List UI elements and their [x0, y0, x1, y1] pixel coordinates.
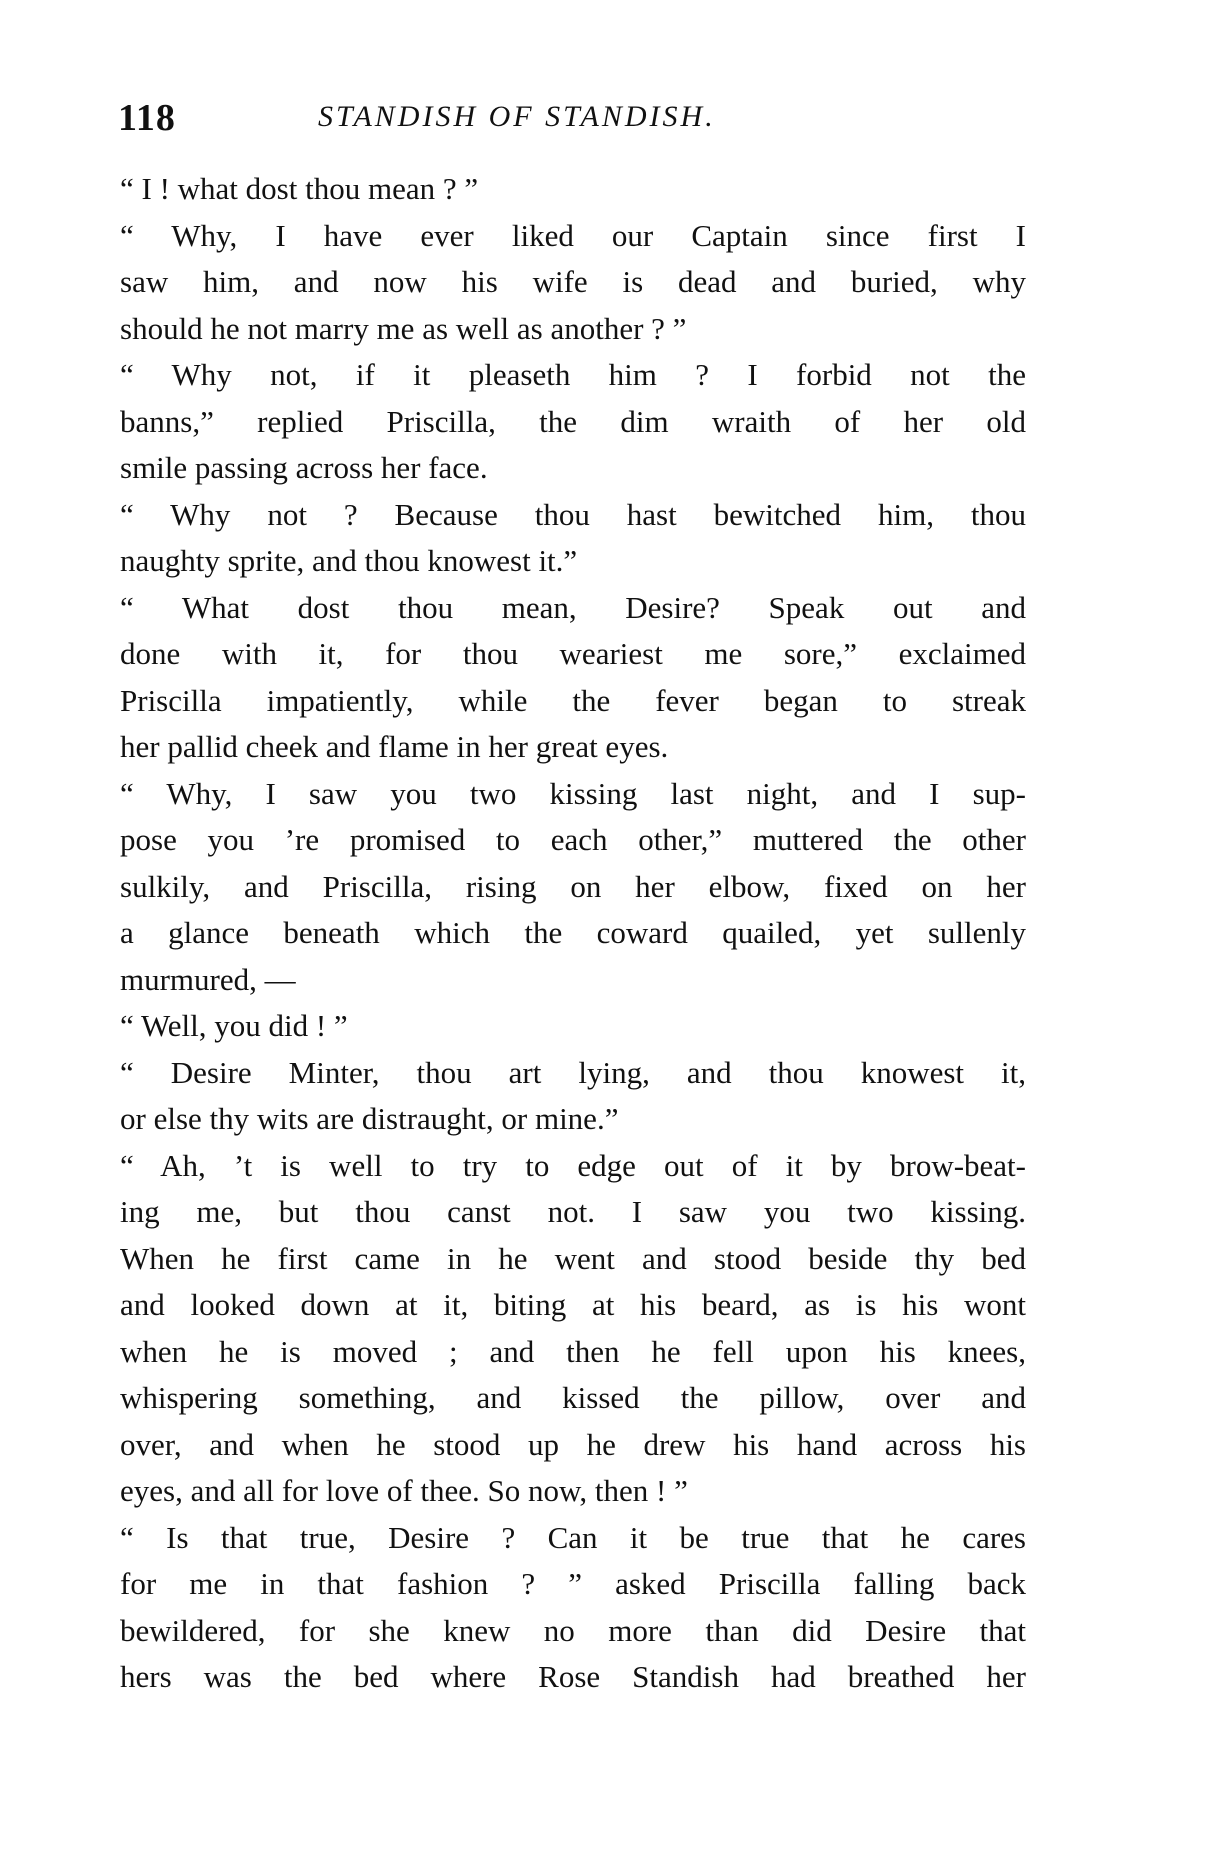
- text-line: “ Ah, ’t is well to try to edge out of it by brow-beat-: [120, 1147, 1026, 1183]
- text-line: “ What dost thou mean, Desire? Speak out and: [120, 589, 1026, 625]
- text-line: smile passing across her face.: [120, 450, 488, 485]
- text-line: over, and when he stood up he drew his hand across his: [120, 1426, 1026, 1462]
- text-line: Priscilla impatiently, while the fever began to streak: [120, 682, 1026, 718]
- text-line: “ Why, I saw you two kissing last night, and I sup-: [120, 775, 1026, 811]
- running-head: STANDISH OF STANDISH.: [318, 100, 716, 133]
- text-line: for me in that fashion ? ” asked Priscilla falling back: [120, 1566, 1026, 1601]
- text-line: “ Why, I have ever liked our Captain since first I: [120, 217, 1026, 253]
- text-line: “ Why not, if it pleaseth him ? I forbid not the: [120, 357, 1026, 392]
- text-line: “ Desire Minter, thou art lying, and thou knowest it,: [120, 1054, 1026, 1090]
- text-line: murmured, —: [120, 961, 296, 997]
- text-line: bewildered, for she knew no more than did Desire that: [120, 1612, 1026, 1648]
- text-line: done with it, for thou weariest me sore,” exclaimed: [120, 636, 1026, 671]
- text-line: When he first came in he went and stood beside thy bed: [120, 1240, 1026, 1276]
- text-line: sulkily, and Priscilla, rising on her elbow, fixed on her: [120, 868, 1026, 904]
- text-line: eyes, and all for love of thee. So now, then ! ”: [120, 1473, 688, 1508]
- text-line: “ Why not ? Because thou hast bewitched him, thou: [120, 496, 1026, 532]
- text-line: her pallid cheek and flame in her great eyes.: [120, 729, 669, 764]
- text-line: naughty sprite, and thou knowest it.”: [120, 543, 578, 578]
- page-number: 118: [118, 97, 176, 139]
- text-line: “ I ! what dost thou mean ? ”: [120, 171, 479, 206]
- text-line: banns,” replied Priscilla, the dim wraith of her old: [120, 403, 1026, 439]
- text-line: ing me, but thou canst not. I saw you two kissing.: [120, 1194, 1026, 1229]
- text-line: or else thy wits are distraught, or mine.”: [120, 1101, 619, 1136]
- text-line: should he not marry me as well as another ? ”: [120, 310, 687, 346]
- text-line: hers was the bed where Rose Standish had breathed her: [120, 1659, 1026, 1694]
- text-line: “ Is that true, Desire ? Can it be true that he cares: [120, 1519, 1026, 1555]
- text-line: whispering something, and kissed the pillow, over and: [120, 1380, 1026, 1415]
- text-line: when he is moved ; and then he fell upon his knees,: [120, 1333, 1026, 1369]
- body-text: [120, 166, 1026, 1701]
- text-line: pose you ’re promised to each other,” muttered the other: [120, 822, 1026, 857]
- text-line: saw him, and now his wife is dead and buried, why: [120, 264, 1026, 299]
- text-line: a glance beneath which the coward quailed, yet sullenly: [120, 915, 1026, 950]
- page-header: [118, 96, 1038, 144]
- text-line: “ Well, you did ! ”: [120, 1008, 348, 1043]
- text-line: and looked down at it, biting at his beard, as is his wont: [120, 1287, 1026, 1322]
